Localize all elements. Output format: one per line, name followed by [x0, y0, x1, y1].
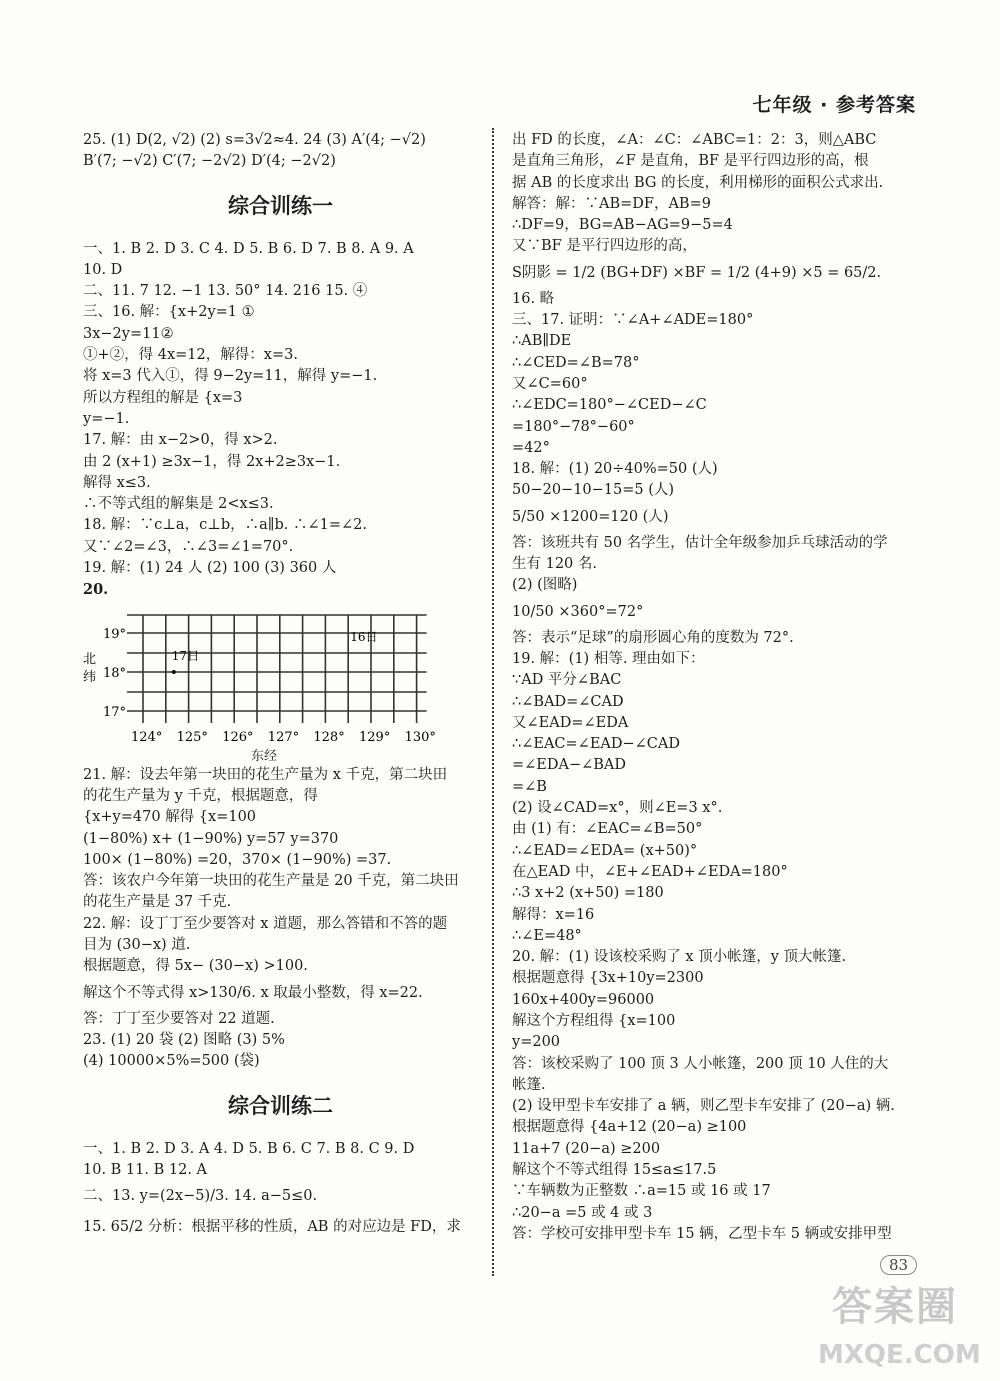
grid-y-label: 纬 — [83, 669, 97, 685]
answer-line: 是直角三角形，∠F 是直角，BF 是平行四边形的高，根 — [512, 153, 869, 170]
grid-x-tick: 125° — [176, 729, 208, 745]
question-number: 20. — [83, 581, 109, 599]
answer-line: ∴∠EAC=∠EAD−∠CAD — [512, 736, 680, 753]
answer-line: 10. D — [83, 261, 123, 278]
answer-line: =42° — [512, 439, 550, 456]
grid-x-tick: 124° — [131, 729, 163, 745]
answer-line: 由 (1) 有：∠EAC=∠B=50° — [512, 821, 703, 838]
grid-y-tick: 18° — [103, 665, 127, 681]
grid-y-label: 北 — [83, 651, 97, 667]
answer-line: y=200 — [512, 1034, 561, 1051]
question-20-block — [83, 579, 478, 764]
answer-line: 根据题意，得 5x− (30−x) >100. — [83, 958, 308, 975]
answer-line: 的花生产量是 37 千克. — [83, 894, 232, 911]
answer-line: 在△EAD 中，∠E+∠EAD+∠EDA=180° — [512, 863, 788, 880]
answer-line: 23. (1) 20 袋 (2) 图略 (3) 5% — [83, 1031, 285, 1048]
answer-line: 解这个不等式组得 15≤a≤17.5 — [512, 1162, 717, 1179]
answer-line: ∴∠EAD=∠EDA= (x+50)° — [512, 842, 698, 859]
answer-line: 50−20−10−15=5 (人) — [512, 482, 675, 499]
answer-line: 答：该班共有 50 名学生，估计全年级参加乒乓球活动的学 — [512, 534, 888, 551]
answer-line: {x+y=470 解得 {x=100 — [83, 809, 257, 826]
answer-line: 根据题意得 {4a+12 (20−a) ≥100 — [512, 1119, 747, 1136]
answer-line: ∵AD 平分∠BAC — [512, 672, 622, 689]
answer-line: 10/50 ×360°=72° — [512, 603, 644, 620]
answer-line: (2) 设甲型卡车安排了 a 辆，则乙型卡车安排了 (20−a) 辆. — [512, 1098, 895, 1115]
watermark-logo: 答案圈 — [832, 1284, 958, 1330]
answer-line: 11a+7 (20−a) ≥200 — [512, 1140, 661, 1157]
answer-line: 答：表示“足球”的扇形圆心角的度数为 72°. — [512, 629, 794, 646]
answer-line: 出 FD 的长度，∠A：∠C：∠ABC=1：2：3，则△ABC — [512, 132, 877, 148]
answer-line: 三、16. 解：{x+2y=1 ① — [83, 304, 255, 321]
answer-line: 10. B 11. B 12. A — [83, 1161, 208, 1178]
answer-line: ∴∠CED=∠B=78° — [512, 354, 640, 371]
answer-line: 解得：x=16 — [512, 906, 595, 923]
answer-line: 目为 (30−x) 道. — [83, 937, 191, 954]
section-title: 综合训练二 — [228, 1093, 333, 1118]
answer-line: 解这个不等式得 x>130/6. x 取最小整数，得 x=22. — [83, 984, 423, 1001]
answer-line: 又∵BF 是平行四边形的高， — [512, 238, 697, 255]
answer-line: 二、11. 7 12. −1 13. 50° 14. 216 15. ④ — [83, 283, 368, 300]
answer-line: 5/50 ×1200=120 (人) — [512, 508, 669, 525]
answer-line: 三、17. 证明：∵∠A+∠ADE=180° — [512, 312, 754, 329]
answer-line: y=−1. — [83, 410, 130, 427]
answer-line: 17. 解：由 x−2>0，得 x>2. — [83, 432, 278, 449]
answer-line: B′(7; −√2) C′(7; −2√2) D′(4; −2√2) — [83, 153, 336, 170]
page-header-title: 七年级 · 参考答案 — [752, 94, 916, 116]
answer-line: 19. 解：(1) 24 人 (2) 100 (3) 360 人 — [83, 560, 337, 577]
answer-line: ∴AB∥DE — [512, 333, 572, 350]
answer-line: 又∠EAD=∠EDA — [512, 714, 629, 731]
page-number: 83 — [880, 1255, 917, 1275]
answer-line: 一、1. B 2. D 3. C 4. D 5. B 6. D 7. B 8. A 9. A — [83, 240, 414, 257]
answer-line: ①+②，得 4x=12，解得：x=3. — [83, 347, 298, 364]
answer-line: 将 x=3 代入①，得 9−2y=11，解得 y=−1. — [83, 368, 378, 385]
answer-line: 据 AB 的长度求出 BG 的长度，利用梯形的面积公式求出. — [512, 174, 884, 191]
answer-line: 18. 解：(1) 20÷40%=50 (人) — [512, 461, 718, 478]
answer-line: ∴∠E=48° — [512, 927, 582, 944]
coordinate-grid — [83, 603, 478, 753]
answer-line: 帐篷. — [512, 1076, 546, 1093]
answer-line: 答：学校可安排甲型卡车 15 辆，乙型卡车 5 辆或安排甲型 — [512, 1225, 892, 1242]
answer-line: 生有 120 名. — [512, 556, 598, 573]
answer-line: 160x+400y=96000 — [512, 991, 655, 1008]
column-divider — [492, 128, 494, 1276]
grid-y-tick: 19° — [103, 626, 127, 642]
grid-x-tick: 130° — [404, 729, 436, 745]
answer-line: 15. 65/2 分析：根据平移的性质，AB 的对应边是 FD，求 — [83, 1219, 461, 1236]
answer-line: =∠B — [512, 778, 547, 795]
answer-line: 所以方程组的解是 {x=3 — [83, 389, 243, 406]
grid-point-label: 16日 — [350, 629, 378, 644]
answer-line: S阴影 = 1/2 (BG+DF) ×BF = 1/2 (4+9) ×5 = 65/2. — [512, 264, 882, 281]
answer-line: 21. 解：设去年第一块田的花生产量为 x 千克，第二块田 — [83, 766, 448, 783]
answer-line: 16. 略 — [512, 290, 555, 307]
answer-line: 25. (1) D(2, √2) (2) s=3√2≈4. 24 (3) A′(4; −√2) — [83, 132, 426, 148]
answer-line: 又∵∠2=∠3，∴∠3=∠1=70°. — [83, 538, 294, 555]
grid-x-tick: 128° — [313, 729, 345, 745]
answer-line: ∴∠EDC=180°−∠CED−∠C — [512, 397, 707, 414]
answer-line: 22. 解：设丁丁至少要答对 x 道题，那么答错和不答的题 — [83, 915, 448, 932]
answer-line: 答：该农户今年第一块田的花生产量是 20 千克，第二块田 — [83, 873, 459, 890]
answer-line: ∵车辆数为正整数 ∴a=15 或 16 或 17 — [512, 1183, 771, 1200]
answer-line: 解得 x≤3. — [83, 474, 151, 491]
answer-line: (2) 设∠CAD=x°，则∠E=3 x°. — [512, 800, 723, 817]
answer-line: 答：丁丁至少要答对 22 道题. — [83, 1010, 275, 1027]
answer-line: 根据题意得 {3x+10y=2300 — [512, 970, 704, 987]
answer-line: 二、13. y=(2x−5)/3. 14. a−5≤0. — [83, 1188, 318, 1205]
answer-line: ∴不等式组的解集是 2<x≤3. — [83, 496, 274, 513]
answer-line: 一、1. B 2. D 3. A 4. D 5. B 6. C 7. B 8. C 9. D — [83, 1140, 415, 1157]
answer-line: 18. 解：∵c⊥a，c⊥b，∴a∥b. ∴∠1=∠2. — [83, 517, 367, 534]
answer-line: (4) 10000×5%=500 (袋) — [83, 1053, 260, 1070]
answer-line: 19. 解：(1) 相等. 理由如下： — [512, 650, 705, 667]
grid-x-tick: 127° — [267, 729, 300, 745]
answer-line: =∠EDA−∠BAD — [512, 757, 627, 774]
answer-line: ∴DF=9，BG=AB−AG=9−5=4 — [512, 217, 733, 234]
grid-point — [172, 670, 176, 674]
grid-x-label: 东经 — [251, 748, 278, 764]
section-title: 综合训练一 — [228, 193, 333, 218]
answer-line: 解答：解：∵AB=DF，AB=9 — [512, 195, 711, 212]
answer-line: =180°−78°−60° — [512, 418, 635, 435]
answer-line: (1−80%) x+ (1−90%) y=57 y=370 — [83, 830, 339, 847]
answer-line: 20. 解：(1) 设该校采购了 x 顶小帐篷，y 顶大帐篷. — [512, 949, 847, 966]
answer-line: 100× (1−80%) =20，370× (1−90%) =37. — [83, 851, 392, 868]
grid-point-label: 17日 — [171, 648, 200, 663]
answer-line: ∴3 x+2 (x+50) =180 — [512, 885, 664, 902]
answer-line: 解这个方程组得 {x=100 — [512, 1012, 676, 1029]
grid-x-tick: 126° — [222, 729, 254, 745]
answer-line: 由 2 (x+1) ≥3x−1，得 2x+2≥3x−1. — [83, 453, 341, 470]
answer-line: 答：该校采购了 100 顶 3 人小帐篷，200 顶 10 人住的大 — [512, 1055, 889, 1072]
answer-line: (2) (图略) — [512, 577, 578, 594]
left-column — [83, 130, 478, 1243]
answer-line: 又∠C=60° — [512, 375, 588, 392]
answer-line: 的花生产量为 y 千克，根据题意，得 — [83, 787, 318, 804]
answer-line: ∴20−a =5 或 4 或 3 — [512, 1204, 653, 1221]
watermark-url: MXQE.COM — [818, 1340, 981, 1370]
right-column — [512, 130, 912, 1245]
answer-line: ∴∠BAD=∠CAD — [512, 693, 624, 710]
answer-line: 3x−2y=11② — [83, 325, 174, 342]
grid-x-tick: 129° — [359, 729, 391, 745]
grid-y-tick: 17° — [103, 704, 127, 720]
